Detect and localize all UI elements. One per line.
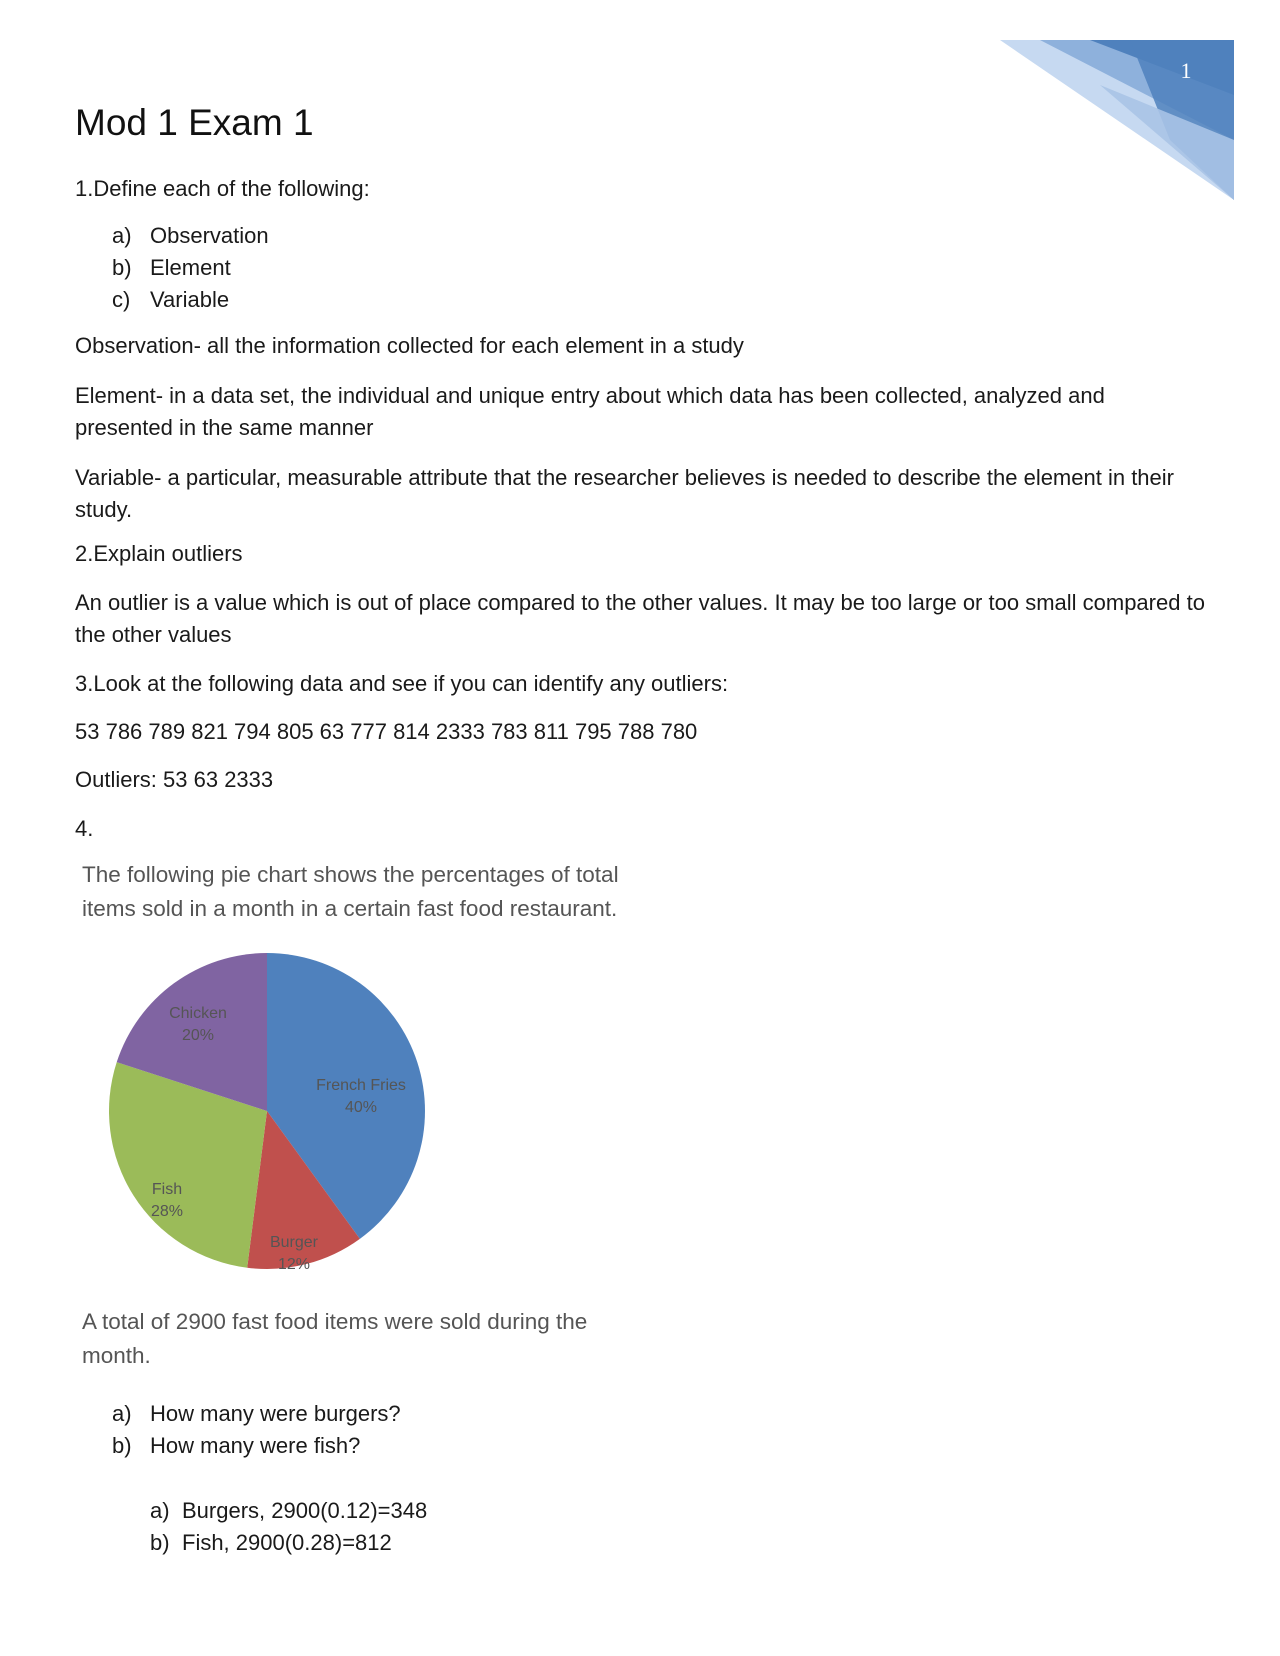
item-text: Observation	[150, 223, 269, 248]
item-label: b)	[112, 255, 132, 280]
answer-label: a)	[150, 1498, 170, 1523]
item-text: Element	[150, 255, 231, 280]
page-title: Mod 1 Exam 1	[75, 102, 314, 143]
item-text: Variable	[150, 287, 230, 312]
question-3-data: 53 786 789 821 794 805 63 777 814 2333 783 811 795 788 780	[75, 719, 698, 744]
answer-variable: Variable- a particular, measurable attribute that the researcher believes is needed to describe the element in their study.	[75, 465, 1174, 522]
item-text: How many were fish?	[150, 1433, 361, 1458]
item-label: a)	[112, 223, 132, 248]
page-number: 1	[1180, 58, 1192, 83]
answer-label: b)	[150, 1530, 170, 1555]
pie-slice-category-label: French Fries	[316, 1077, 406, 1094]
pie-slice-value-label: 40%	[344, 1099, 378, 1116]
answer-text: Fish, 2900(0.28)=812	[182, 1530, 392, 1555]
pie-slice-category-label: Fish	[151, 1181, 183, 1198]
answer-outliers: An outlier is a value which is out of place compared to the other values. It may be too large or too small compared to the other values	[75, 590, 1205, 647]
question-4-total: A total of 2900 fast food items were sold during the month.	[82, 1309, 588, 1368]
question-4-item	[112, 1398, 401, 1430]
question-1-prompt: 1.Define each of the following:	[75, 176, 370, 201]
pie-slice-category-label: Burger	[269, 1234, 319, 1251]
item-label: a)	[112, 1401, 132, 1426]
question-4-answer	[150, 1527, 392, 1559]
question-3-answer: Outliers: 53 63 2333	[75, 767, 274, 792]
question-4-item	[112, 1430, 360, 1462]
question-1-item	[112, 284, 229, 316]
item-label: b)	[112, 1433, 132, 1458]
question-3-prompt: 3.Look at the following data and see if you can identify any outliers:	[75, 671, 729, 696]
pie-slice-value-label: 20%	[181, 1027, 215, 1044]
pie-slice-category-label: Chicken	[169, 1005, 227, 1022]
answer-element: Element- in a data set, the individual and unique entry about which data has been collected, analyzed and presented in the same manner	[75, 383, 1105, 440]
question-4-number: 4.	[75, 816, 94, 841]
question-1-item	[112, 220, 269, 252]
question-1-item	[112, 252, 231, 284]
question-2-prompt: 2.Explain outliers	[75, 541, 243, 566]
pie-slice-value-label: 12%	[277, 1256, 311, 1273]
pie-chart	[95, 955, 475, 1305]
item-text: How many were burgers?	[150, 1401, 401, 1426]
item-label: c)	[112, 287, 131, 312]
answer-observation: Observation- all the information collected for each element in a study	[75, 333, 744, 358]
pie-chart-svg	[95, 955, 475, 1305]
pie-slice-value-label: 28%	[150, 1203, 184, 1220]
question-4-intro: The following pie chart shows the percentages of total items sold in a month in a certain fast food restaurant.	[82, 862, 619, 921]
answer-text: Burgers, 2900(0.12)=348	[182, 1498, 428, 1523]
question-4-answer	[150, 1495, 427, 1527]
